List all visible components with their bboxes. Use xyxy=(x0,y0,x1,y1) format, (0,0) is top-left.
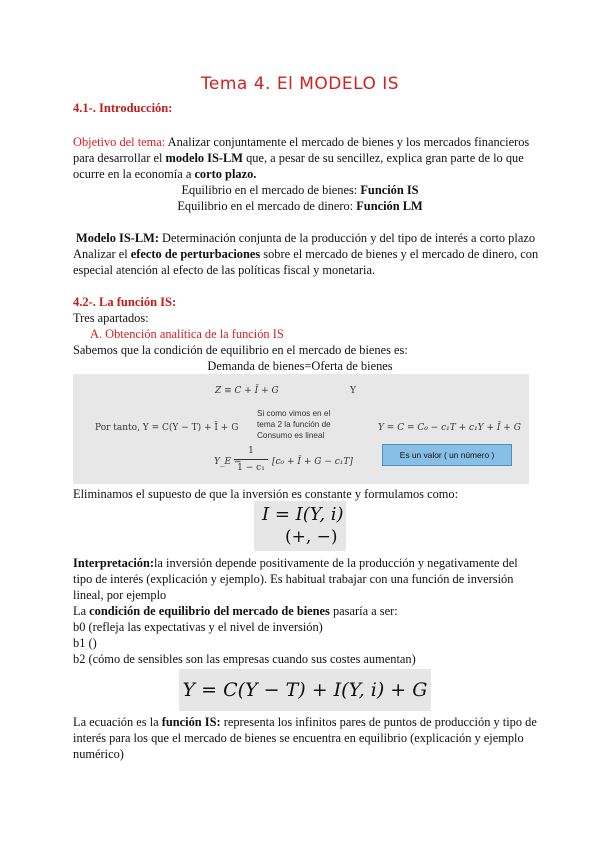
subheading-obtencion: A. Obtención analítica de la función IS xyxy=(90,327,284,341)
page-title: Tema 4. El MODELO IS xyxy=(200,74,400,94)
analyze-line-2: especial atención al efecto de las políticas fiscal y monetaria. xyxy=(73,263,376,277)
objective-label: Objetivo del tema: xyxy=(73,135,166,149)
is-equation-box: Y = C(Y − T) + I(Y, i) + G xyxy=(179,669,431,711)
bold-span: efecto de perturbaciones xyxy=(130,247,261,261)
final-line-2: interés para los que el mercado de bienes se encuentra en equilibrio (explicación y ejemplo xyxy=(73,731,524,745)
value-callout-button: Es un valor ( un número ) xyxy=(382,444,512,466)
bold-span: Función LM xyxy=(356,199,423,213)
fraction-numerator: 1 xyxy=(248,446,254,456)
bold-span: Modelo IS-LM: xyxy=(76,231,159,245)
section-heading-introduccion: 4.1-. Introducción: xyxy=(73,101,173,115)
text-span: La ecuación es la xyxy=(73,715,162,729)
objective-text: Analizar conjuntamente el mercado de bienes y los mercados financieros xyxy=(165,135,530,149)
text-span: Equilibrio en el mercado de bienes: xyxy=(181,183,361,197)
ye-rhs: [c₀ + Ī + G − c₁T] xyxy=(272,457,353,467)
consumption-note xyxy=(257,408,349,441)
text-span: representa los infinitos pares de puntos de producción y tipo de xyxy=(220,715,537,729)
final-line xyxy=(73,714,537,730)
text-span: sobre el mercado de bienes y el mercado de dinero, con xyxy=(260,247,539,261)
bold-span: función IS: xyxy=(161,715,221,729)
ye-lhs: Y_E = xyxy=(214,457,242,467)
therefore-equation: Por tanto, Y = C(Y − T) + Ī + G xyxy=(95,423,239,433)
b0-line: b0 (refleja las expectativas y el nivel de inversión) xyxy=(73,620,323,634)
objective-line-2 xyxy=(73,150,524,166)
bold-span: corto plazo. xyxy=(194,167,257,181)
investment-function: I = I(Y, i) xyxy=(262,504,344,525)
text-span: para desarrollar el xyxy=(73,151,166,165)
b2-line: b2 (cómo de sensibles son las empresas cuando sus costes aumentan) xyxy=(73,652,416,666)
objective-line xyxy=(73,134,529,150)
note-line: tema 2 la función de xyxy=(257,420,331,429)
interpretation-line-3: lineal, por ejemplo xyxy=(73,588,167,602)
z-equation: Z ≡ C + Ī + G xyxy=(215,386,279,396)
equilibrium-money-line xyxy=(0,198,600,214)
objective-line-3 xyxy=(73,166,256,182)
text-span: ocurre en la economía a xyxy=(73,167,195,181)
section-heading-funcion-is: 4.2-. La función IS: xyxy=(73,295,177,309)
interpretation-line-2: tipo de interés (explicación y ejemplo). Es habitual trabajar con una función de inversión xyxy=(73,572,514,586)
known-condition-line: Sabemos que la condición de equilibrio en el mercado de bienes es: xyxy=(73,343,408,357)
equilibrium-goods-line xyxy=(0,182,600,198)
multiplier-fraction xyxy=(234,443,268,476)
bold-span: Función IS xyxy=(360,183,419,197)
b1-line: b1 () xyxy=(73,636,97,650)
text-span: pasaría a ser: xyxy=(329,604,398,618)
final-line-3: numérico) xyxy=(73,747,124,761)
demand-supply-line: Demanda de bienes=Oferta de bienes xyxy=(207,359,393,373)
text-span: la inversión depende positivamente de la producción y negativamente del xyxy=(153,556,518,570)
analyze-line xyxy=(73,246,538,262)
text-span: Determinación conjunta de la producción y del tipo de interés a corto plazo xyxy=(158,231,536,245)
condition-line xyxy=(73,603,398,619)
text-span: Equilibrio en el mercado de dinero: xyxy=(177,199,357,213)
text-span: La xyxy=(73,604,90,618)
y-label: Y xyxy=(350,386,356,396)
text-span: Analizar el xyxy=(73,247,131,261)
bold-span: modelo IS-LM xyxy=(165,151,243,165)
note-line: Si como vimos en el xyxy=(257,409,331,418)
three-parts-line: Tres apartados: xyxy=(73,311,149,325)
model-islm-line xyxy=(76,230,535,246)
fraction-denominator: 1 − c₁ xyxy=(234,459,268,476)
linear-y-equation: Y = C = C₀ − c₁T + c₁Y + Ī + G xyxy=(378,423,521,433)
eliminate-line: Eliminamos el supuesto de que la inversión es constante y formulamos como: xyxy=(73,487,459,501)
investment-signs: (+, −) xyxy=(285,527,338,547)
bold-span: condición de equilibrio del mercado de bienes xyxy=(89,604,330,618)
interpretation-line xyxy=(73,555,518,571)
investment-function-box xyxy=(254,501,346,551)
note-line: Consumo es lineal xyxy=(257,431,325,440)
bold-span: Interpretación: xyxy=(73,556,154,570)
text-span: que, a pesar de su sencillez, explica gran parte de lo que xyxy=(242,151,524,165)
